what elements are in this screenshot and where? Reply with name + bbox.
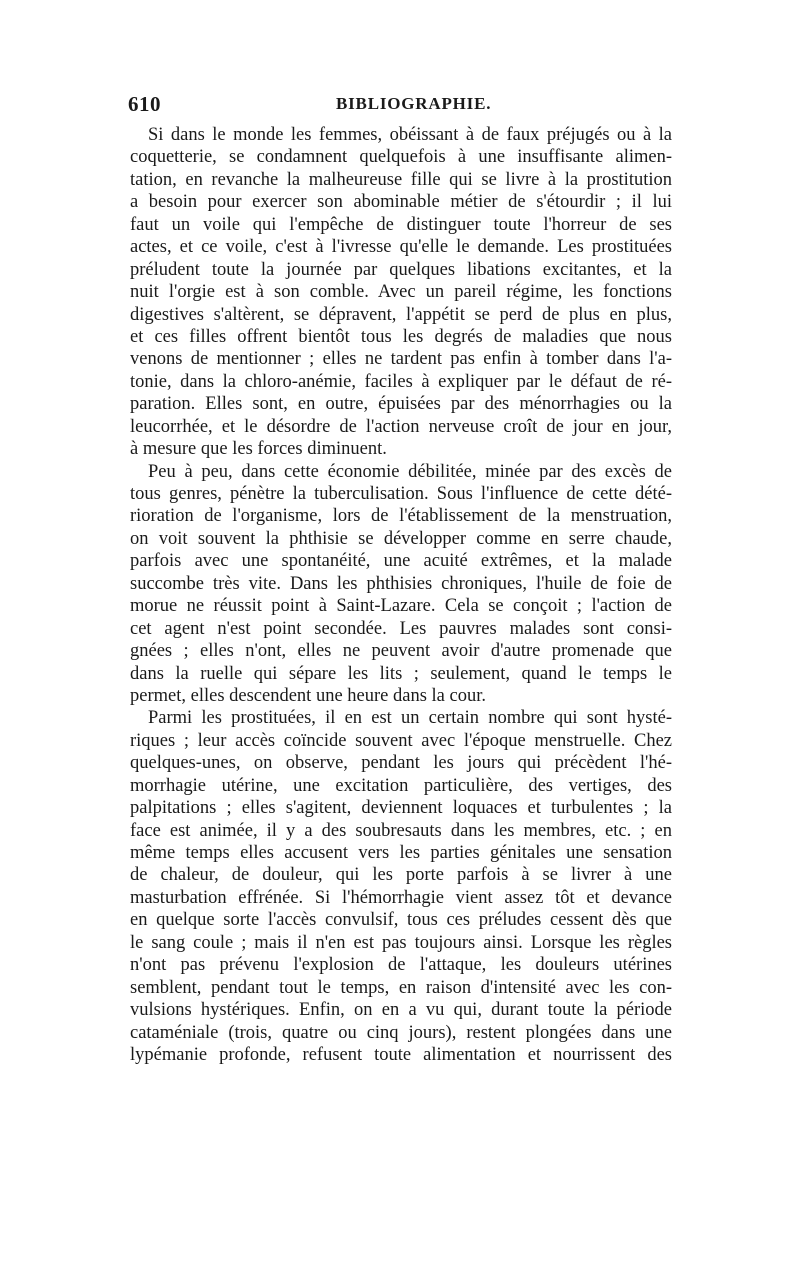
text-line: palpitations ; elles s'agitent, deviennent loquaces et turbulentes ; la (130, 798, 672, 819)
text-line: Peu à peu, dans cette économie débilitée, minée par des excès de (148, 461, 672, 482)
text-line: de chaleur, de douleur, qui les porte parfois à se livrer à une (130, 865, 672, 886)
page-header (128, 92, 668, 118)
text-line: cataméniale (trois, quatre ou cinq jours), restent plongées dans une (130, 1022, 672, 1043)
text-line: gnées ; elles n'ont, elles ne peuvent avoir d'autre promenade que (130, 641, 672, 662)
text-line: paration. Elles sont, en outre, épuisées par des ménorrhagies ou la (130, 394, 672, 415)
text-line: même temps elles accusent vers les parties génitales une sensation (130, 843, 672, 863)
text-line: Si dans le monde les femmes, obéissant à de faux préjugés ou à la (148, 125, 672, 145)
text-line: parfois avec une spontanéité, une acuité extrêmes, et la malade (130, 551, 672, 572)
text-line: vulsions hystériques. Enfin, on en a vu qui, durant toute la période (130, 1000, 672, 1021)
text-line: semblent, pendant tout le temps, en raison d'intensité avec les con- (130, 977, 672, 998)
text-line: riques ; leur accès coïncide souvent avec l'époque menstruelle. Chez (130, 730, 672, 751)
text-line: morrhagie utérine, une excitation particulière, des vertiges, des (130, 775, 672, 796)
text-line: rioration de l'organisme, lors de l'établissement de la menstruation, (130, 506, 672, 527)
text-line: on voit souvent la phthisie se développer comme en serre chaude, (130, 528, 672, 549)
text-line: nuit l'orgie est à son comble. Avec un pareil régime, les fonctions (130, 282, 672, 303)
text-line: tous genres, pénètre la tuberculisation. Sous l'influence de cette dété- (130, 484, 672, 504)
text-line: Parmi les prostituées, il en est un certain nombre qui sont hysté- (148, 708, 672, 729)
text-line: quelques-unes, on observe, pendant les jours qui précèdent l'hé- (130, 753, 672, 774)
text-line: succombe très vite. Dans les phthisies chroniques, l'huile de foie de (130, 573, 672, 594)
text-line: morue ne réussit point à Saint-Lazare. Cela se conçoit ; l'action de (130, 596, 672, 617)
text-line: cet agent n'est point secondée. Les pauvres malades sont consi- (130, 618, 672, 639)
text-line: digestives s'altèrent, se dépravent, l'appétit se perd de plus en plus, (130, 304, 672, 325)
text-line: dans la ruelle qui sépare les lits ; seulement, quand le temps le (130, 663, 672, 684)
text-line: tation, en revanche la malheureuse fille qui se livre à la prostitution (130, 169, 672, 190)
text-line: en quelque sorte l'accès convulsif, tous ces préludes cessent dès que (130, 910, 672, 931)
text-line: faut un voile qui l'empêche de distinguer toute l'horreur de ses (130, 214, 672, 235)
text-line: permet, elles descendent une heure dans la cour. (130, 685, 486, 706)
text-line: coquetterie, se condamnent quelquefois à une insuffisante alimen- (130, 147, 672, 168)
page-number: 610 (128, 92, 161, 116)
text-line: venons de mentionner ; elles ne tardent pas enfin à tomber dans l'a- (130, 349, 672, 370)
text-line: à mesure que les forces diminuent. (130, 439, 387, 460)
text-line: masturbation effrénée. Si l'hémorrhagie vient assez tôt et devance (130, 887, 672, 908)
text-line: actes, et ce voile, c'est à l'ivresse qu'elle le demande. Les prostituées (130, 237, 672, 258)
text-line: leucorrhée, et le désordre de l'action nerveuse croît de jour en jour, (130, 416, 672, 437)
text-line: lypémanie profonde, refusent toute alimentation et nourrissent des (130, 1044, 672, 1065)
running-head: BIBLIOGRAPHIE. (336, 94, 492, 113)
text-line: le sang coule ; mais il n'en est pas toujours ainsi. Lorsque les règles (130, 932, 672, 953)
text-line: face est animée, il y a des soubresauts dans les membres, etc. ; en (130, 820, 672, 841)
text-line: et ces filles offrent bientôt tous les degrés de maladies que nous (130, 326, 672, 347)
body-text (130, 124, 672, 1066)
text-line: tonie, dans la chloro-anémie, faciles à expliquer par le défaut de ré- (130, 371, 672, 392)
text-line: préludent toute la journée par quelques libations excitantes, et la (130, 259, 672, 280)
text-line: a besoin pour exercer son abominable métier de s'étourdir ; il lui (130, 192, 672, 213)
text-line: n'ont pas prévenu l'explosion de l'attaque, les douleurs utérines (130, 955, 672, 976)
